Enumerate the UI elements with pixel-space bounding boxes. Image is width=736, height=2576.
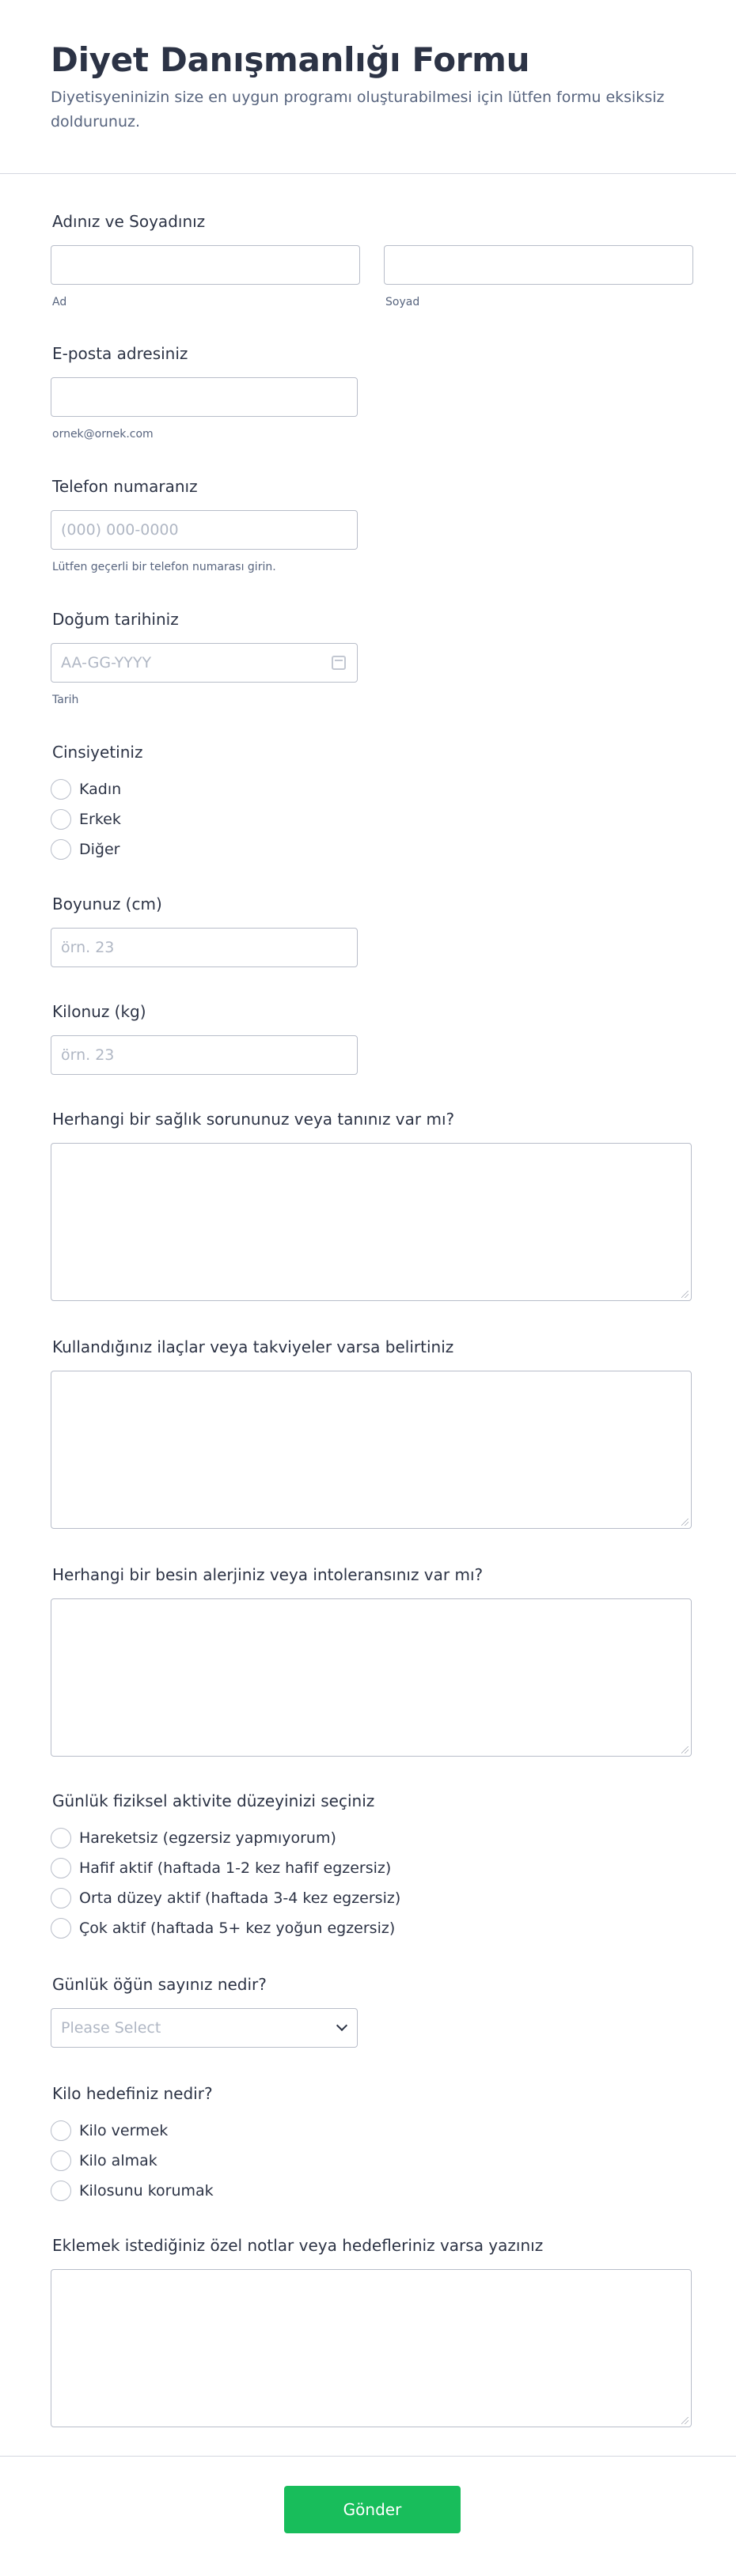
radio-button[interactable] (51, 1858, 71, 1878)
height-input[interactable]: örn. 23 (51, 928, 358, 967)
email-field (51, 342, 685, 475)
activity-label: Günlük fiziksel aktivite düzeyinizi seçiniz (52, 1791, 375, 1810)
radio-label: Erkek (79, 811, 121, 828)
activity-option[interactable] (51, 1853, 685, 1883)
radio-label: Orta düzey aktif (haftada 3-4 kez egzersiz) (79, 1889, 401, 1907)
form-footer (0, 2456, 736, 2576)
gender-options (51, 774, 685, 864)
meals-field (51, 1973, 685, 2082)
phone-field (51, 475, 685, 608)
height-label: Boyunuz (cm) (52, 895, 162, 914)
allergies-textarea[interactable] (51, 1598, 692, 1757)
goal-option[interactable] (51, 2176, 685, 2206)
notes-label: Eklemek istediğiniz özel notlar veya hedefleriniz varsa yazınız (52, 2236, 544, 2255)
gender-field (51, 741, 685, 893)
radio-label: Hafif aktif (haftada 1-2 kez hafif egzersiz) (79, 1859, 392, 1877)
name-field (51, 210, 685, 342)
first-name-group (51, 245, 360, 310)
height-field (51, 893, 685, 1001)
radio-label: Kilo vermek (79, 2122, 169, 2139)
radio-label: Kilosunu korumak (79, 2182, 214, 2200)
notes-field (51, 2234, 685, 2440)
resize-handle[interactable] (681, 1519, 689, 1526)
email-sublabel: ornek@ornek.com (52, 428, 154, 441)
meals-select[interactable] (51, 2008, 358, 2048)
radio-button[interactable] (51, 1918, 71, 1939)
weight-field (51, 1001, 685, 1108)
resize-handle[interactable] (681, 2417, 689, 2424)
calendar-icon[interactable] (332, 656, 346, 670)
radio-label: Çok aktif (haftada 5+ kez yoğun egzersiz) (79, 1920, 396, 1937)
birth-date-field (51, 608, 685, 741)
phone-sublabel: Lütfen geçerli bir telefon numarası girin. (52, 561, 276, 573)
goal-options (51, 2116, 685, 2206)
birth-date-placeholder: AA-GG-YYYY (61, 654, 152, 671)
activity-option[interactable] (51, 1883, 685, 1913)
activity-options (51, 1823, 685, 1943)
activity-option[interactable] (51, 1913, 685, 1943)
radio-button[interactable] (51, 2120, 71, 2141)
gender-label: Cinsiyetiniz (52, 743, 143, 762)
health-label: Herhangi bir sağlık sorununuz veya tanınız var mı? (52, 1110, 455, 1129)
birth-date-label: Doğum tarihiniz (52, 610, 179, 629)
goal-option[interactable] (51, 2116, 685, 2146)
last-name-input[interactable] (384, 245, 693, 285)
radio-button[interactable] (51, 1888, 71, 1908)
goal-field (51, 2082, 685, 2234)
form-body (0, 174, 736, 2440)
gender-option[interactable] (51, 834, 685, 864)
birth-date-sublabel: Tarih (52, 694, 79, 706)
weight-label: Kilonuz (kg) (52, 1002, 146, 1021)
phone-input[interactable]: (000) 000-0000 (51, 510, 358, 550)
radio-button[interactable] (51, 1828, 71, 1848)
first-name-input[interactable] (51, 245, 360, 285)
name-row (51, 245, 685, 310)
submit-button[interactable]: Gönder (284, 2486, 461, 2533)
notes-textarea[interactable] (51, 2269, 692, 2427)
radio-button[interactable] (51, 2181, 71, 2201)
medications-field (51, 1336, 685, 1564)
meals-select-value: Please Select (61, 2019, 161, 2037)
resize-handle[interactable] (681, 1746, 689, 1753)
form-description: Diyetisyeninizin size en uygun programı oluşturabilmesi için lütfen formu eksiksiz doldurunuz. (51, 89, 665, 131)
health-textarea[interactable] (51, 1143, 692, 1301)
health-field (51, 1108, 685, 1336)
radio-label: Hareketsiz (egzersiz yapmıyorum) (79, 1829, 336, 1847)
medications-label: Kullandığınız ilaçlar veya takviyeler varsa belirtiniz (52, 1337, 454, 1356)
phone-label: Telefon numaranız (52, 477, 198, 496)
radio-label: Diğer (79, 841, 120, 858)
first-name-sublabel: Ad (52, 296, 67, 308)
allergies-label: Herhangi bir besin alerjiniz veya intoleransınız var mı? (52, 1565, 484, 1584)
allergies-field (51, 1564, 685, 1790)
meals-label: Günlük öğün sayınız nedir? (52, 1975, 267, 1994)
email-label: E-posta adresiniz (52, 344, 188, 363)
birth-date-input[interactable] (51, 643, 358, 683)
goal-option[interactable] (51, 2146, 685, 2176)
radio-button[interactable] (51, 779, 71, 800)
radio-button[interactable] (51, 809, 71, 830)
form-title: Diyet Danışmanlığı Formu (51, 40, 530, 79)
gender-option[interactable] (51, 804, 685, 834)
radio-button[interactable] (51, 2150, 71, 2171)
activity-option[interactable] (51, 1823, 685, 1853)
chevron-down-icon (336, 2020, 347, 2031)
last-name-sublabel: Soyad (385, 296, 420, 308)
name-label: Adınız ve Soyadınız (52, 212, 206, 231)
resize-handle[interactable] (681, 1291, 689, 1298)
radio-button[interactable] (51, 839, 71, 860)
radio-label: Kadın (79, 781, 122, 798)
radio-label: Kilo almak (79, 2152, 157, 2169)
weight-input[interactable]: örn. 23 (51, 1035, 358, 1075)
goal-label: Kilo hedefiniz nedir? (52, 2084, 213, 2103)
email-input[interactable] (51, 377, 358, 417)
gender-option[interactable] (51, 774, 685, 804)
form-header (0, 0, 736, 174)
last-name-group (384, 245, 693, 310)
medications-textarea[interactable] (51, 1371, 692, 1529)
activity-field (51, 1790, 685, 1973)
